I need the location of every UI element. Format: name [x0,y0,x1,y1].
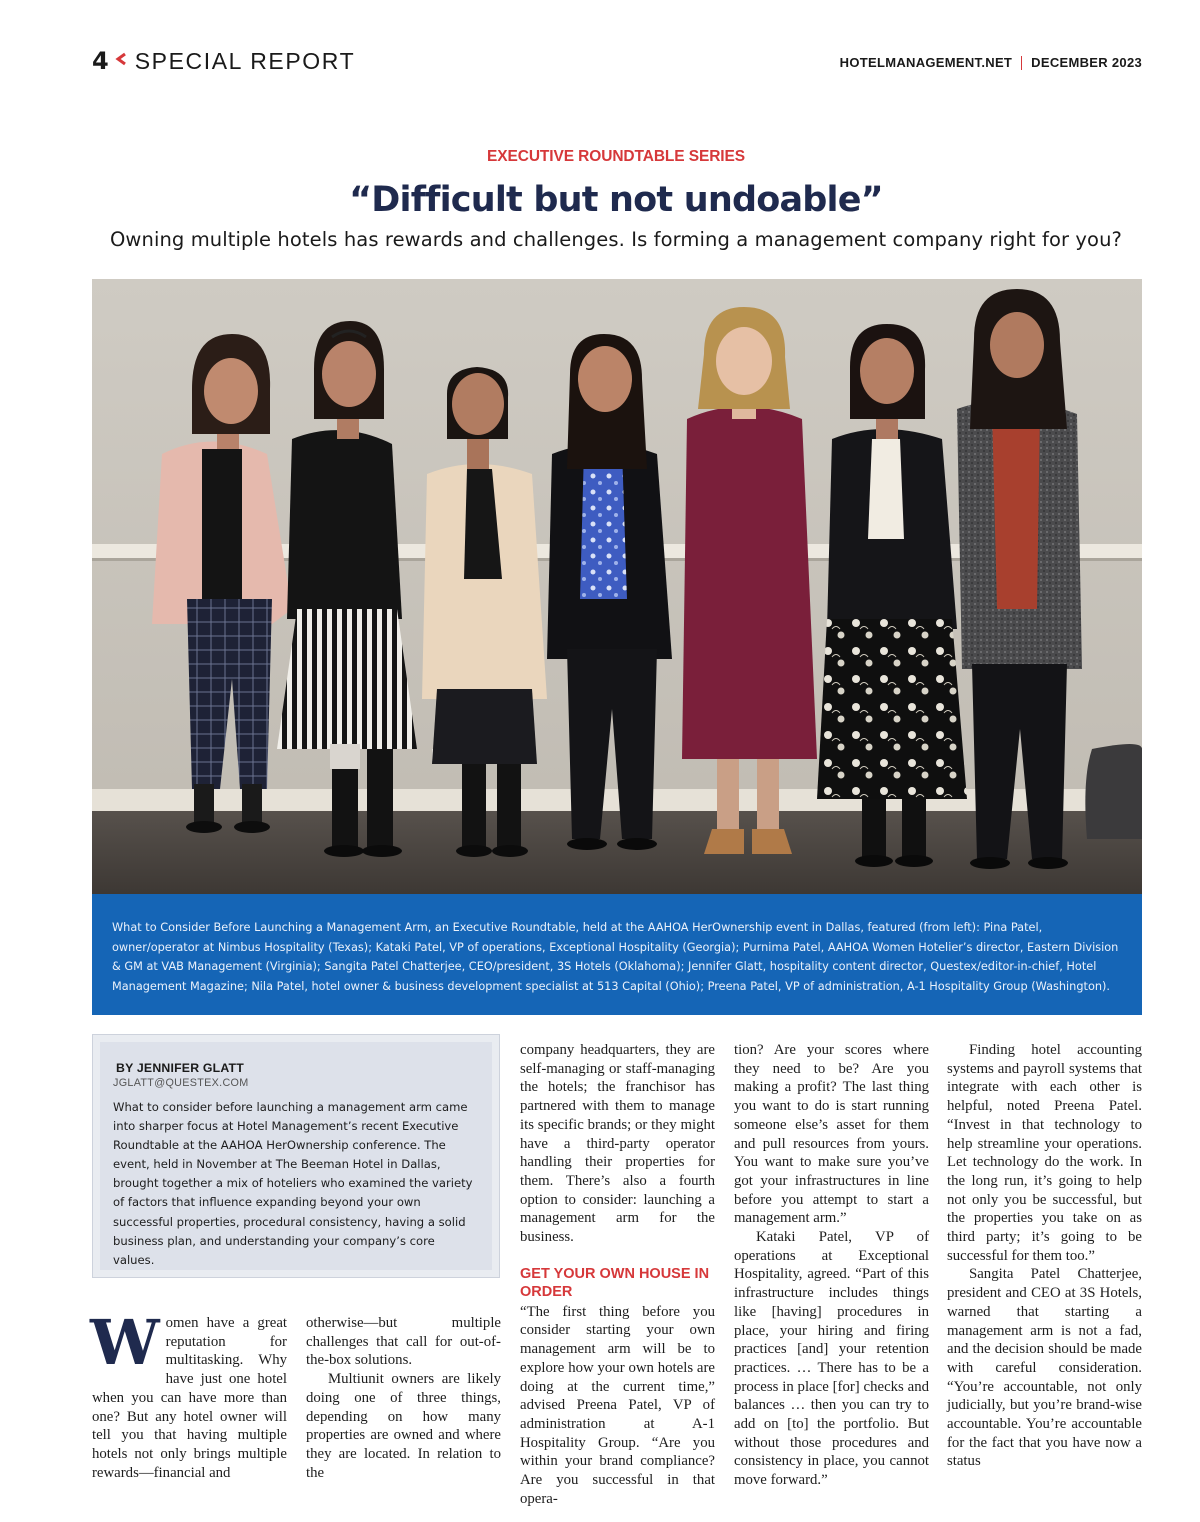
page-number: 4 [92,47,109,75]
headline: “Difficult but not undoable” [349,180,883,220]
intro-text: What to consider before launching a management arm came into sharper focus at Hotel Management’s recent Executive Roundtable at the AAHOA HerOwnership conference. The event, held in November at The Beeman Hotel in Dallas, brought together a mix of hoteliers who examined the variety of factors that influence expanding beyond your own successful properties, procedural consistency, having a solid business plan, and understanding your company’s core values. [113,1100,473,1267]
page-header-right [840,55,1142,70]
header-separator [1021,56,1022,70]
author-email: JGLATT@QUESTEX.COM [113,1077,249,1089]
series-label: EXECUTIVE ROUNDTABLE SERIES [487,148,745,165]
body-column-3 [520,1041,715,1508]
site-name: HOTELMANAGEMENT.NET [839,55,1013,70]
subhead: GET YOUR OWN HOUSE IN ORDER [520,1265,710,1300]
opening-paragraph [90,1306,287,1482]
paragraph: Kataki Patel, VP of operations at Exceptional Hospitality, agreed. “Part of this infrastructure includes things like [having] procedures in place, your hiring and firing practices [and] your retention practices. … There has to be a process in place [for] checks and balances … then you can try to add on [to] the portfolio. But without those procedures and consistency in place, you cannot move forward.” [734,1229,929,1489]
body-column-5 [947,1041,1142,1471]
section-name: SPECIAL REPORT [134,47,356,74]
paragraph: Finding hotel accounting systems and payroll systems that integrate with each other is helpful, noted Preena Patel. “Invest in that technology to help streamline your operations. Let technology do the work. In the long run, it’s going to help not only you be successful, but the properties you take on as third party; it’s going to be successful for them too.” [947,1042,1142,1264]
intro-box [92,1034,500,1278]
body-column-2 [306,1314,501,1482]
paragraph: company headquarters, they are self-managing or staff-managing the hotels; the franchisor has partnered with them to manage its specific brands; or they might have a third-party operator handling their properties for them. There’s also a fourth option to consider: launching a management arm for the business. [520,1042,715,1246]
chevron-left-icon [115,52,127,71]
issue-date: DECEMBER 2023 [1031,55,1142,70]
deck: Owning multiple hotels has rewards and challenges. Is forming a management company right for you? [109,228,1123,251]
photo-caption-box [92,894,1142,1015]
body-column-1 [90,1306,287,1482]
paragraph: Sangita Patel Chatterjee, president and CEO at 3S Hotels, warned that starting a management arm is not a fad, and the decision should be made with careful consideration. “You’re accountable, not only judicially, but you’re brand-wise accountable. You’re accountable for the fact that you have now a status [947,1266,1142,1470]
body-column-4 [734,1041,929,1490]
drop-cap: W [90,1306,160,1379]
paragraph: tion? Are your scores where they need to be? Are you making a profit? The last thing you want to do is start running someone else’s asset for them and pull resources from yours. You want to make sure you’ve got your infrastructures in line before you attempt to start a management arm.” [734,1042,929,1227]
paragraph-text: omen have a great reputation for multitasking. Why have just one hotel when you can have more than one? But any hotel owner will tell you that having multiple hotels not only brings multiple rewards—financial and [92,1315,287,1481]
page-header-left [92,46,355,76]
paragraph: “The first thing before you consider starting your own management arm will be to explore how your own hotels are doing at the current time,” advised Preena Patel, VP of administration at A-1 Hospitality Group. “Are you within your brand compliance? Are you successful in that opera- [520,1303,715,1507]
group-photo [92,279,1142,894]
byline: BY JENNIFER GLATT [116,1061,244,1075]
photo-caption: What to Consider Before Launching a Management Arm, an Executive Roundtable, held at the AAHOA HerOwnership event in Dallas, featured (from left): Pina Patel, owner/operator at Nimbus Hospitality (Texas); Kataki Patel, VP of operations, Exceptional Hospitality (Georgia); Purnima Patel, AAHOA Women Hotelier’s director, Eastern Division & GM at VAB Management (Virginia); Sangita Patel Chatterjee, CEO/president, 3S Hotels (Oklahoma); Jennifer Glatt, hospitality content director, Questex/editor-in-chief, Hotel Management Magazine; Nila Patel, hotel owner & business development specialist at 513 Capital (Ohio); Preena Patel, VP of administration, A-1 Hospitality Group (Washington). [112,921,1119,993]
paragraph: otherwise—but multiple challenges that call for out-of-the-box solutions. [306,1315,501,1369]
paragraph: Multiunit owners are likely doing one of three things, depending on how many properties are owned and where they are located. In relation to the [306,1371,501,1481]
